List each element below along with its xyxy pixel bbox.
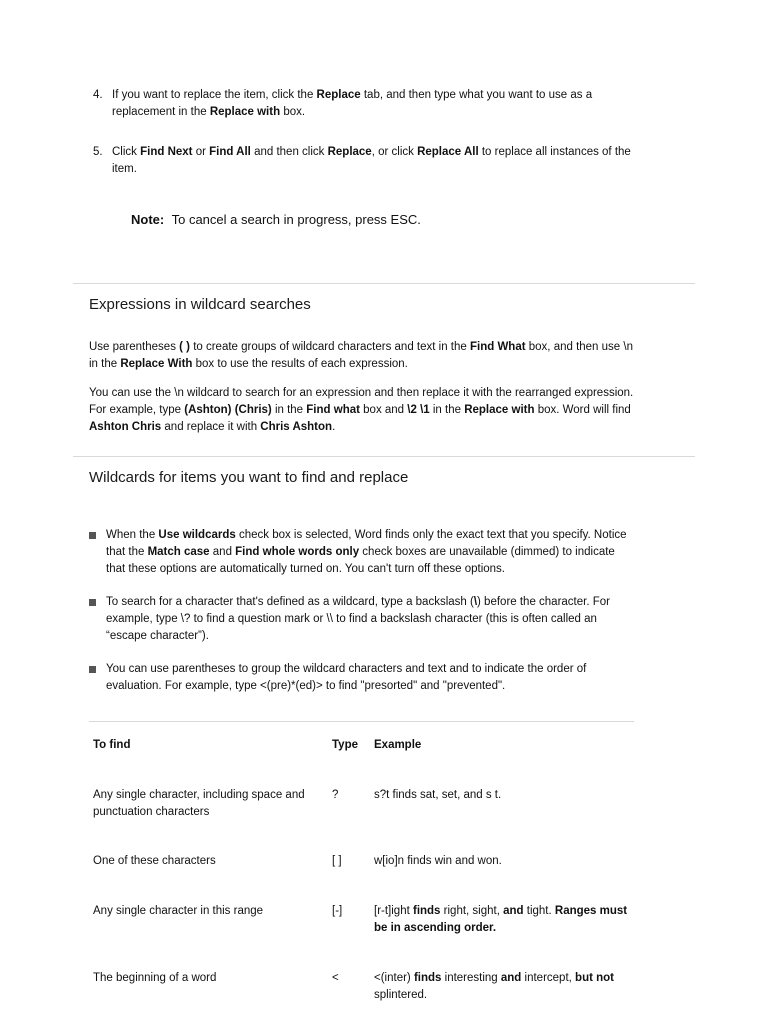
wildcards-heading: Wildcards for items you want to find and replace <box>89 469 409 486</box>
table-divider <box>89 721 634 722</box>
cell-example: w[io]n finds win and won. <box>374 855 502 867</box>
step-4 <box>93 87 633 121</box>
bold-term: Match case <box>147 546 210 558</box>
list-item <box>89 594 634 645</box>
column-header-type: Type <box>332 739 358 751</box>
bold-term: \2 \1 <box>407 404 430 416</box>
cell-type: [ ] <box>332 855 342 867</box>
list-item-text: You can use parentheses to group the wildcard characters and text and to indicate the order of evaluation. For example, type <(pre)*(ed)> to find "presorted" and "prevented". <box>106 663 587 692</box>
bold-term: \ <box>473 596 478 608</box>
bold-term: Use wildcards <box>158 529 236 541</box>
cell-example: <(inter) finds interesting and intercept, but not splintered. <box>374 972 614 1001</box>
step-text: If you want to replace the item, click the Replace tab, and then type what you want to use as a replacement in the Replace with box. <box>112 89 593 118</box>
bold-term: but not <box>575 972 614 984</box>
list-item <box>89 527 634 578</box>
section-divider <box>73 456 695 457</box>
cell-example: s?t finds sat, set, and s t. <box>374 789 502 801</box>
table-row <box>93 853 633 903</box>
cell-to-find: The beginning of a word <box>93 972 217 984</box>
note-label: Note: <box>131 212 165 227</box>
bold-term: Replace <box>327 146 372 158</box>
step-number: 4. <box>93 89 103 101</box>
bold-term: Replace with <box>464 404 535 416</box>
note-callout <box>131 211 421 229</box>
column-header-example: Example <box>374 739 422 751</box>
list-item <box>89 661 634 695</box>
wildcards-bullet-list <box>89 527 634 711</box>
bold-term: Ashton Chris <box>89 421 162 433</box>
table-header-row <box>93 737 633 787</box>
wildcard-table <box>93 737 633 1004</box>
step-text: Click Find Next or Find All and then click Replace, or click Replace All to replace all instances of the item. <box>112 146 631 175</box>
cell-type: < <box>332 972 339 984</box>
list-item-text: When the Use wildcards check box is selected, Word finds only the exact text that you specify. Notice that the Match case and Find whole words only check boxes are unavailable (dimmed) to indicate that these options are automatically turned on. You can't turn off these options. <box>106 529 627 575</box>
step-5 <box>93 144 633 178</box>
bold-term: and <box>503 905 524 917</box>
bold-term: Find what <box>306 404 360 416</box>
bold-term: Replace All <box>417 146 479 158</box>
square-bullet-icon <box>89 532 96 539</box>
bold-term: finds <box>413 972 442 984</box>
bold-term: Replace with <box>209 106 281 118</box>
expressions-paragraph-2: You can use the \n wildcard to search for an expression and then replace it with the rearranged expression. For example, type (Ashton) (Chris) in the Find what box and \2 \1 in the Replace with box. Word will find Ashton Chris and replace it with Chris Ashton. <box>89 387 634 433</box>
square-bullet-icon <box>89 599 96 606</box>
bold-term: Replace With <box>120 358 193 370</box>
bold-term: Find Next <box>140 146 193 158</box>
bold-term: finds <box>412 905 441 917</box>
expressions-paragraph-1: Use parentheses ( ) to create groups of wildcard characters and text in the Find What box, and then use \n in the Replace With box to use the results of each expression. <box>89 341 633 370</box>
cell-to-find: Any single character, including space and punctuation characters <box>93 789 305 818</box>
note-text: To cancel a search in progress, press ESC. <box>171 212 421 227</box>
cell-type: [-] <box>332 905 343 917</box>
section-divider <box>73 283 695 284</box>
cell-type: ? <box>332 789 339 801</box>
square-bullet-icon <box>89 666 96 673</box>
bold-term: Find All <box>209 146 251 158</box>
cell-example: [r-t]ight finds right, sight, and tight. Ranges must be in ascending order. <box>374 905 628 934</box>
bold-term: Ranges must be in ascending order. <box>374 905 628 934</box>
table-row <box>93 787 633 853</box>
bold-term: ( ) <box>179 341 190 353</box>
list-item-text: To search for a character that's defined as a wildcard, type a backslash (\) before the character. For example, type \? to find a question mark or \\ to find a backslash character (this is often called an “escape character”). <box>106 596 610 642</box>
bold-term: Find whole words only <box>235 546 360 558</box>
table-row <box>93 970 633 1004</box>
expressions-heading: Expressions in wildcard searches <box>89 296 311 313</box>
bold-term: and <box>500 972 522 984</box>
cell-to-find: One of these characters <box>93 855 216 867</box>
column-header-to-find: To find <box>93 739 131 751</box>
step-number: 5. <box>93 146 103 158</box>
bold-term: Find What <box>469 341 526 353</box>
table-row <box>93 903 633 970</box>
bold-term: Chris Ashton <box>260 421 333 433</box>
cell-to-find: Any single character in this range <box>93 905 264 917</box>
instruction-steps <box>93 87 633 201</box>
bold-term: (Ashton) (Chris) <box>184 404 272 416</box>
bold-term: Replace <box>316 89 361 101</box>
